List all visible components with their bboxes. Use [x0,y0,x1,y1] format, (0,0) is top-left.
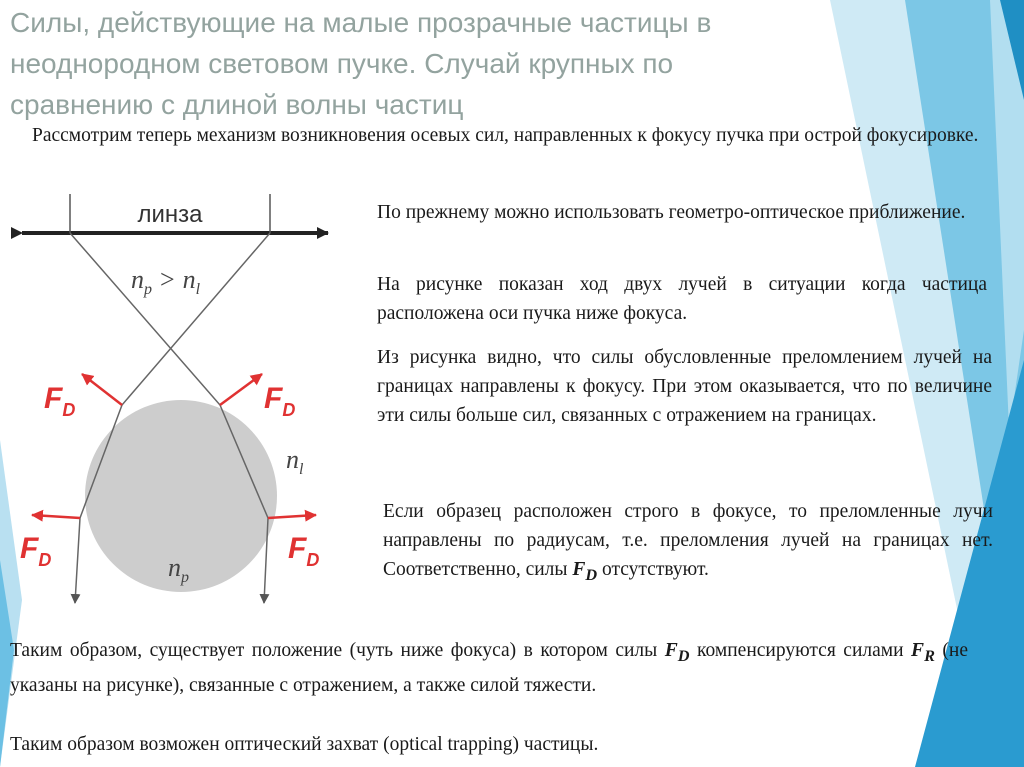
medium-index-label [286,445,304,478]
svg-text:FD: $F_D$ [264,382,296,420]
force-label-top-right [264,382,295,420]
force-arrow-bottom-right [268,515,316,518]
svg-text:nl: $n_l$ [286,445,304,478]
force-label-top-left [44,382,75,420]
paragraph-two-rays: На рисунке показан ход двух лучей в ситуации когда частица расположена оси пучка ниже фокуса. [377,274,987,324]
in-focus-text: Если образец расположен строго в фокусе, то преломленные лучи направлены по радиусам, т.е. преломления лучей на границах нет. Соответственно, силы [383,501,993,580]
refractive-index-relation [131,265,201,298]
svg-text:np: $n_p$ [168,553,189,586]
compensation-symbol-fr: $F_R$ [911,640,935,665]
paragraph-compensation [10,636,968,700]
svg-text:np>nl: $n_p > n_l$ [131,265,201,298]
paragraph-in-focus [383,497,993,590]
svg-text:FD: $F_D$ [44,382,76,420]
svg-text:FD: $F_D$ [20,532,52,570]
intro-paragraph: Рассмотрим теперь механизм возникновения осевых сил, направленных к фокусу пучка при острой фокусировке. [32,125,979,146]
force-label-bottom-right [288,532,319,570]
compensation-text-a: Таким образом, существует положение (чуть ниже фокуса) в котором силы [10,640,658,661]
force-arrow-bottom-left [32,515,80,518]
paragraph-geometric-optics: По прежнему можно использовать геометро-оптическое приближение. [377,202,966,223]
force-arrow-top-left [82,374,122,405]
svg-text:FD: $F_D$ [288,532,320,570]
in-focus-end: отсутствуют. [602,559,709,580]
force-arrow-top-right [220,374,262,405]
in-focus-symbol: $F_D$ [572,559,598,584]
compensation-text-c: (не указаны на рисунке), связанные с отражением, а также силой тяжести. [10,640,968,696]
compensation-text-b: компенсируются силами [697,640,904,661]
lens-label: линза [137,201,203,228]
optics-diagram [10,178,355,618]
slide-title: Силы, действующие на малые прозрачные частицы в неоднородном световом пучке. Случай крупных по сравнению с длиной волны частиц [10,7,712,120]
compensation-symbol-fd: $F_D$ [664,640,690,665]
paragraph-forces-to-focus: Из рисунка видно, что силы обусловленные преломлением лучей на границах направлены к фокусу. При этом оказывается, что по величине эти силы больше сил, связанных с отражением на границах. [377,347,992,426]
force-label-bottom-left [20,532,51,570]
paragraph-optical-trapping: Таким образом возможен оптический захват (optical trapping) частицы. [10,734,599,755]
